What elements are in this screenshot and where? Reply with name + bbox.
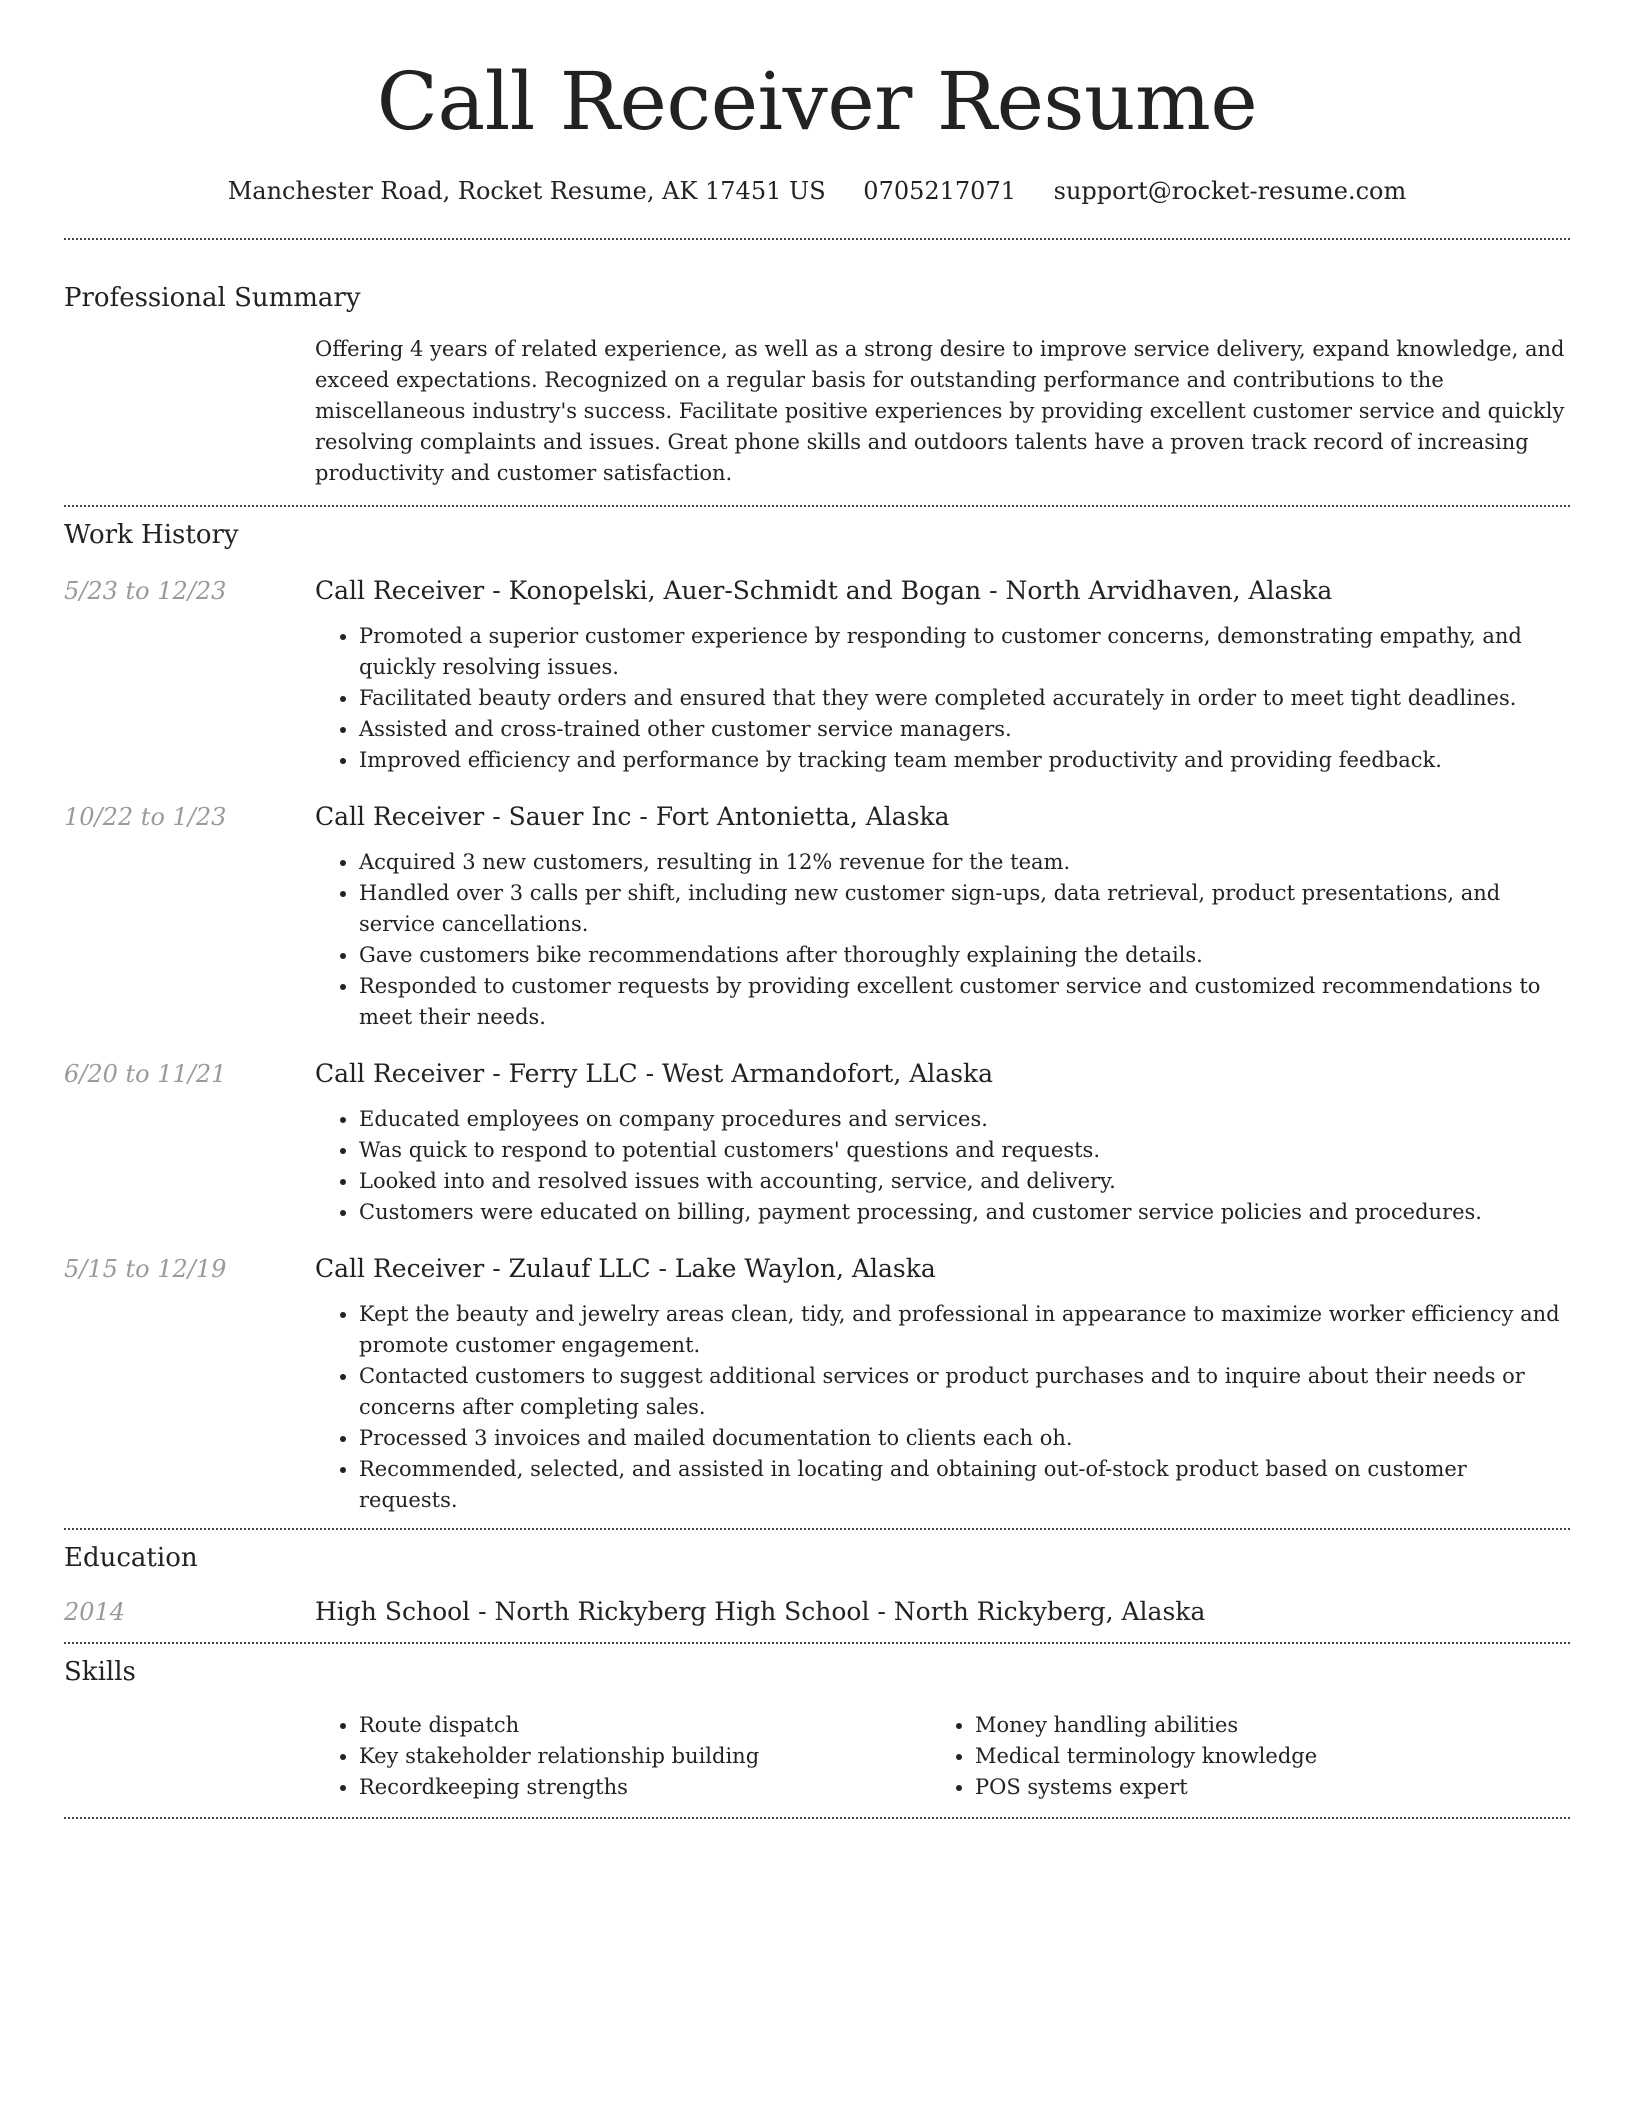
skill-item: • Recordkeeping strengths — [359, 1772, 931, 1803]
resume-page — [64, 0, 1570, 1819]
divider — [64, 1528, 1570, 1530]
job-body — [315, 1058, 1570, 1228]
skills-column-left — [315, 1710, 931, 1803]
job-entry — [64, 575, 1570, 776]
job-bullets — [315, 1104, 1570, 1228]
spacer — [64, 1516, 1570, 1528]
divider — [64, 1642, 1570, 1644]
contact-address: Manchester Road, Rocket Resume, AK 17451 US — [227, 177, 826, 205]
job-heading: Call Receiver - Sauer Inc - Fort Antonietta, Alaska — [315, 802, 950, 831]
education-entry — [64, 1596, 1570, 1642]
job-dates: 5/15 to 12/19 — [64, 1255, 227, 1283]
skill-item: • Money handling abilities — [975, 1710, 1547, 1741]
list-item: • Processed 3 invoices and mailed documentation to clients each oh. — [359, 1423, 1570, 1454]
list-item: • Handled over 3 calls per shift, including new customer sign-ups, data retrieval, product presentations, and service cancellations. — [359, 878, 1570, 940]
section-title-skills: Skills — [64, 1657, 136, 1687]
skills-grid — [315, 1710, 1570, 1817]
job-bullets — [315, 621, 1570, 776]
job-heading: Call Receiver - Konopelski, Auer-Schmidt and Bogan - North Arvidhaven, Alaska — [315, 576, 1333, 605]
divider — [64, 505, 1570, 507]
education-heading: High School - North Rickyberg High School - North Rickyberg, Alaska — [315, 1597, 1206, 1626]
section-title-work-history: Work History — [64, 520, 239, 550]
list-item: • Was quick to respond to potential customers' questions and requests. — [359, 1135, 1570, 1166]
list-item: • Looked into and resolved issues with accounting, service, and delivery. — [359, 1166, 1570, 1197]
skill-item: • Key stakeholder relationship building — [359, 1741, 931, 1772]
skill-item: • Medical terminology knowledge — [975, 1741, 1547, 1772]
job-dates: 10/22 to 1/23 — [64, 803, 227, 831]
section-title-summary: Professional Summary — [64, 283, 361, 313]
job-body — [315, 801, 1570, 1033]
list-item: • Improved efficiency and performance by tracking team member productivity and providing feedback. — [359, 745, 1570, 776]
resume-title: Call Receiver Resume — [376, 55, 1258, 148]
list-item: • Recommended, selected, and assisted in locating and obtaining out-of-stock product based on customer requests. — [359, 1454, 1570, 1516]
list-item: • Contacted customers to suggest additional services or product purchases and to inquire about their needs or concerns after completing sales. — [359, 1361, 1570, 1423]
job-heading: Call Receiver - Zulauf LLC - Lake Waylon, Alaska — [315, 1254, 936, 1283]
job-dates: 6/20 to 11/21 — [64, 1060, 227, 1088]
job-bullets — [315, 847, 1570, 1033]
list-item: • Promoted a superior customer experience by responding to customer concerns, demonstrating empathy, and quickly resolving issues. — [359, 621, 1570, 683]
list-item: • Kept the beauty and jewelry areas clean, tidy, and professional in appearance to maximize worker efficiency and promote customer engagement. — [359, 1299, 1570, 1361]
divider — [64, 1817, 1570, 1819]
job-body — [315, 1253, 1570, 1516]
job-heading: Call Receiver - Ferry LLC - West Armandofort, Alaska — [315, 1059, 994, 1088]
job-bullets — [315, 1299, 1570, 1516]
list-item: • Customers were educated on billing, payment processing, and customer service policies and procedures. — [359, 1197, 1570, 1228]
section-title-education: Education — [64, 1543, 198, 1573]
list-item: • Facilitated beauty orders and ensured that they were completed accurately in order to meet tight deadlines. — [359, 683, 1570, 714]
contact-line — [64, 174, 1570, 208]
list-item: • Gave customers bike recommendations after thoroughly explaining the details. — [359, 940, 1570, 971]
contact-phone: 0705217071 — [863, 177, 1016, 205]
skills-column-right — [931, 1710, 1547, 1803]
job-entry — [64, 1058, 1570, 1228]
summary-text: Offering 4 years of related experience, as well as a strong desire to improve service delivery, expand knowledge, and exceed expectations. Recognized on a regular basis for outstanding performance and contributions to the miscellaneous industry's success. Facilitate positive experiences by providing excellent customer service and quickly resolving complaints and issues. Great phone skills and outdoors talents have a proven track record of increasing productivity and customer satisfaction. — [315, 337, 1565, 485]
list-item: • Responded to customer requests by providing excellent customer service and customized recommendations to meet their needs. — [359, 971, 1570, 1033]
skill-item: • Route dispatch — [359, 1710, 931, 1741]
contact-email: support@rocket-resume.com — [1053, 177, 1407, 205]
education-year: 2014 — [64, 1598, 126, 1626]
job-entry — [64, 801, 1570, 1033]
job-entry — [64, 1253, 1570, 1516]
job-body — [315, 575, 1570, 776]
skill-item: • POS systems expert — [975, 1772, 1547, 1803]
job-dates: 5/23 to 12/23 — [64, 577, 227, 605]
list-item: • Educated employees on company procedures and services. — [359, 1104, 1570, 1135]
list-item: • Acquired 3 new customers, resulting in 12% revenue for the team. — [359, 847, 1570, 878]
list-item: • Assisted and cross-trained other customer service managers. — [359, 714, 1570, 745]
divider — [64, 238, 1570, 240]
